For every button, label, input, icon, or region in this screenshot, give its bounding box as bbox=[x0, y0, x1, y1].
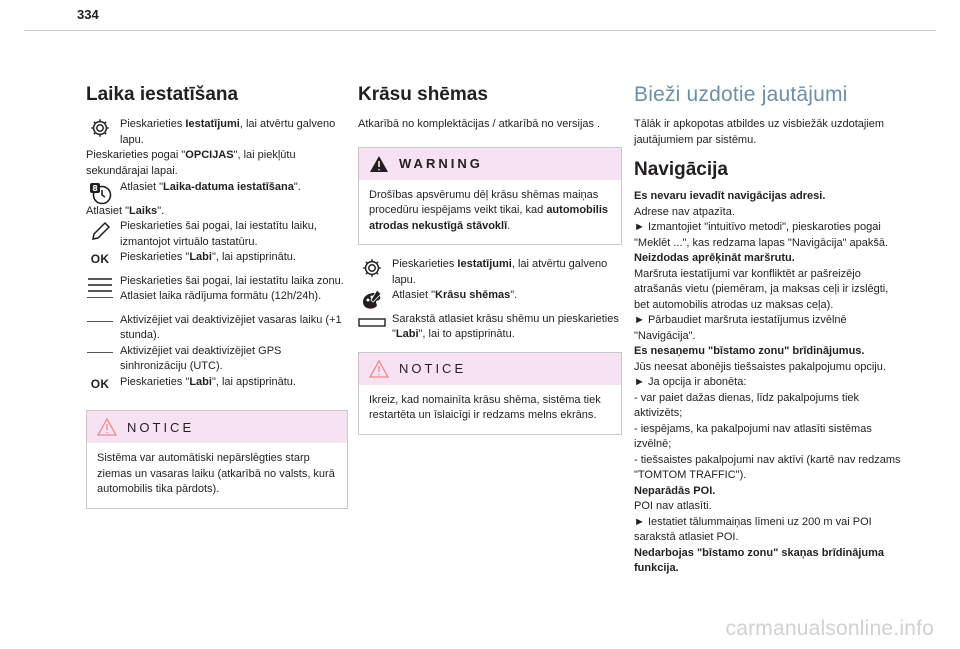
text: Pieskarieties bbox=[392, 258, 458, 270]
warning-text bbox=[359, 180, 621, 245]
faq-answer: Maršruta iestatījumi var konfliktēt ar pašreizējo atrašanās vietu (piemēram, ja maksas ceļi ir izslēgti, bet automobilis atrodas uz maksas ceļa). bbox=[634, 267, 889, 311]
faq-answer: POI nav atlasīti. bbox=[634, 500, 712, 512]
text-bold: Neizdodas aprēķināt maršrutu. bbox=[634, 252, 795, 264]
step-gps-sync bbox=[86, 344, 348, 375]
toggle-line-icon bbox=[86, 344, 114, 374]
warning-outline-icon bbox=[97, 418, 117, 436]
step-confirm-settings bbox=[86, 375, 348, 391]
notice-label: NOTICE bbox=[399, 361, 467, 376]
faq-answer: Jūs neesat abonējis tiešsaistes pakalpojumu opciju. bbox=[634, 360, 886, 373]
text: Aktivizējiet vai deaktivizējiet vasaras laiku (+1 stunda). bbox=[120, 313, 342, 341]
faq-question bbox=[634, 484, 904, 500]
section-title-navigation: Navigācija bbox=[634, 159, 728, 180]
text: ", lai apstiprinātu. bbox=[211, 375, 296, 388]
faq-answer: - iespējams, ka pakalpojumi nav atlasīti sistēmas izvēlnē; bbox=[634, 422, 872, 450]
text: ". bbox=[510, 289, 518, 301]
text-bold: OPCIJAS bbox=[185, 149, 234, 161]
text: Atlasiet " bbox=[392, 289, 436, 301]
section-time-settings bbox=[86, 84, 348, 509]
settings-gear-icon bbox=[358, 257, 386, 287]
step-select-time-date bbox=[86, 180, 348, 196]
text: Aktivizējiet vai deaktivizējiet GPS sinhronizāciju (UTC). bbox=[120, 344, 282, 372]
section-faq bbox=[634, 84, 904, 577]
text-bold: automobilis atrodas nekustīgā stāvoklī bbox=[369, 204, 609, 232]
step-open-settings bbox=[86, 117, 348, 148]
faq-answer: ► Pārbaudiet maršruta iestatījumus izvēlnē "Navigācija". bbox=[634, 314, 847, 342]
text-bold: Krāsu shēmas bbox=[435, 289, 511, 301]
notice-text: Ikreiz, kad nomainīta krāsu shēma, sistēma tiek restartēta un īslaicīgi ir redzams melns ekrāns. bbox=[369, 393, 601, 421]
faq-question bbox=[634, 546, 904, 577]
select-bar-icon bbox=[358, 312, 386, 342]
text: ", lai to apstiprinātu. bbox=[418, 328, 515, 340]
text: Pieskarieties šai pogai, lai iestatītu laika zonu. bbox=[120, 274, 344, 287]
text-bold: Es nesaņemu "bīstamo zonu" brīdinājumus. bbox=[634, 345, 865, 357]
step-time-zone bbox=[86, 274, 348, 290]
warning-box bbox=[358, 147, 622, 246]
paragraph-select-time bbox=[86, 204, 348, 220]
ok-icon: OK bbox=[90, 376, 110, 391]
text: Pieskarieties bbox=[120, 118, 186, 130]
faq-question bbox=[634, 344, 904, 360]
text: ". bbox=[293, 181, 301, 193]
step-open-settings-colors bbox=[358, 257, 622, 288]
text-bold: Labi bbox=[189, 375, 212, 388]
text: Atlasiet " bbox=[120, 181, 164, 193]
text: Pieskarieties " bbox=[120, 375, 190, 388]
step-confirm-time bbox=[86, 250, 348, 266]
warning-header bbox=[359, 148, 621, 180]
text: Atlasiet " bbox=[86, 204, 130, 217]
clock-icon bbox=[86, 180, 114, 210]
intro-colors: Atkarībā no komplektācijas / atkarībā no versijas . bbox=[358, 118, 601, 130]
faq-question bbox=[634, 189, 904, 205]
text-bold: Laika-datuma iestatīšana bbox=[163, 181, 294, 193]
text: , lai atvērtu galveno lapu. bbox=[392, 258, 608, 286]
paragraph-options bbox=[86, 148, 348, 179]
text: Atlasiet laika rādījuma formātu (12h/24h). bbox=[120, 290, 322, 302]
notice-header bbox=[87, 411, 347, 443]
text: Sarakstā atlasiet krāsu shēmu un pieskarieties " bbox=[392, 312, 619, 340]
pencil-icon bbox=[86, 219, 114, 249]
text-bold: Neparādās POI. bbox=[634, 484, 716, 497]
step-select-color-schemes bbox=[358, 288, 622, 304]
text: ", lai apstiprinātu. bbox=[211, 251, 296, 263]
text-bold: Labi bbox=[395, 328, 419, 340]
text: Drošības apsvērumu dēļ krāsu shēmas maiņas procedūru iespējams veikt tikai, kad bbox=[369, 188, 599, 216]
faq-answer: - var paiet dažas dienas, līdz pakalpojums tiek aktivizēts; bbox=[634, 391, 860, 419]
toggle-line-icon bbox=[86, 313, 114, 343]
section-title-faq: Bieži uzdotie jautājumi bbox=[634, 83, 848, 106]
faq-answer: ► Ja opcija ir abonēta: bbox=[634, 376, 747, 388]
faq-question bbox=[634, 251, 904, 267]
warning-outline-icon bbox=[369, 360, 389, 378]
notice-text: Sistēma var automātiski nepārslēgties starp ziemas un vasaras laiku (atkarībā no valsts, kurā automobilis tika pārdots). bbox=[97, 452, 335, 495]
settings-gear-icon bbox=[86, 117, 114, 147]
text-bold: Es nevaru ievadīt navigācijas adresi. bbox=[634, 190, 826, 202]
top-divider bbox=[24, 30, 936, 31]
warning-label: WARNING bbox=[399, 156, 483, 171]
faq-answer: - tiešsaistes pakalpojumi nav aktīvi (kartē nav redzams "TOMTOM TRAFFIC"). bbox=[634, 453, 901, 481]
text-bold: Nedarbojas "bīstamo zonu" skaņas brīdinājuma funkcija. bbox=[634, 546, 885, 574]
section-color-schemes bbox=[358, 84, 622, 435]
faq-answer: ► Iestatiet tālummaiņas līmeni uz 200 m vai POI sarakstā atlasiet POI. bbox=[634, 515, 872, 543]
step-edit-time bbox=[86, 219, 348, 250]
svg-text:8: 8 bbox=[92, 184, 98, 193]
text: Pieskarieties šai pogai, lai iestatītu laiku, izmantojot virtuālo tastatūru. bbox=[120, 220, 317, 248]
text-bold: Iestatījumi bbox=[457, 258, 512, 270]
faq-answer: ► Izmantojiet "intuitīvo metodi", pieskaroties pogai "Meklēt ...", kas redzama lapas "Navigācija" apakšā. bbox=[634, 221, 889, 249]
notice-header bbox=[359, 353, 621, 385]
text-bold: Iestatījumi bbox=[185, 118, 240, 130]
text: ". bbox=[157, 204, 165, 217]
text: , lai atvērtu galveno lapu. bbox=[120, 118, 336, 146]
notice-box-colors bbox=[358, 352, 622, 435]
page-number: 334 bbox=[77, 7, 99, 22]
text: ", lai piekļūtu sekundārajai lapai. bbox=[86, 149, 296, 177]
text: Pieskarieties " bbox=[120, 251, 190, 263]
notice-box-time bbox=[86, 410, 348, 509]
intro-faq: Tālāk ir apkopotas atbildes uz visbiežāk uzdotajiem jautājumiem par sistēmu. bbox=[634, 118, 885, 146]
notice-label: NOTICE bbox=[127, 419, 195, 435]
text-bold: Laiks bbox=[129, 204, 158, 217]
step-confirm-color bbox=[358, 312, 622, 343]
text: . bbox=[507, 219, 511, 232]
warning-filled-icon bbox=[369, 155, 389, 173]
step-summer-time bbox=[86, 313, 348, 344]
watermark: carmanualsonline.info bbox=[725, 617, 934, 640]
section-title-colors: Krāsu shēmas bbox=[358, 84, 488, 105]
text-bold: Labi bbox=[189, 251, 212, 263]
step-time-format bbox=[86, 289, 348, 305]
ok-icon: OK bbox=[90, 252, 110, 266]
text: Pieskarieties pogai " bbox=[86, 149, 186, 161]
section-title-time: Laika iestatīšana bbox=[86, 84, 239, 105]
faq-answer: Adrese nav atpazīta. bbox=[634, 205, 735, 218]
